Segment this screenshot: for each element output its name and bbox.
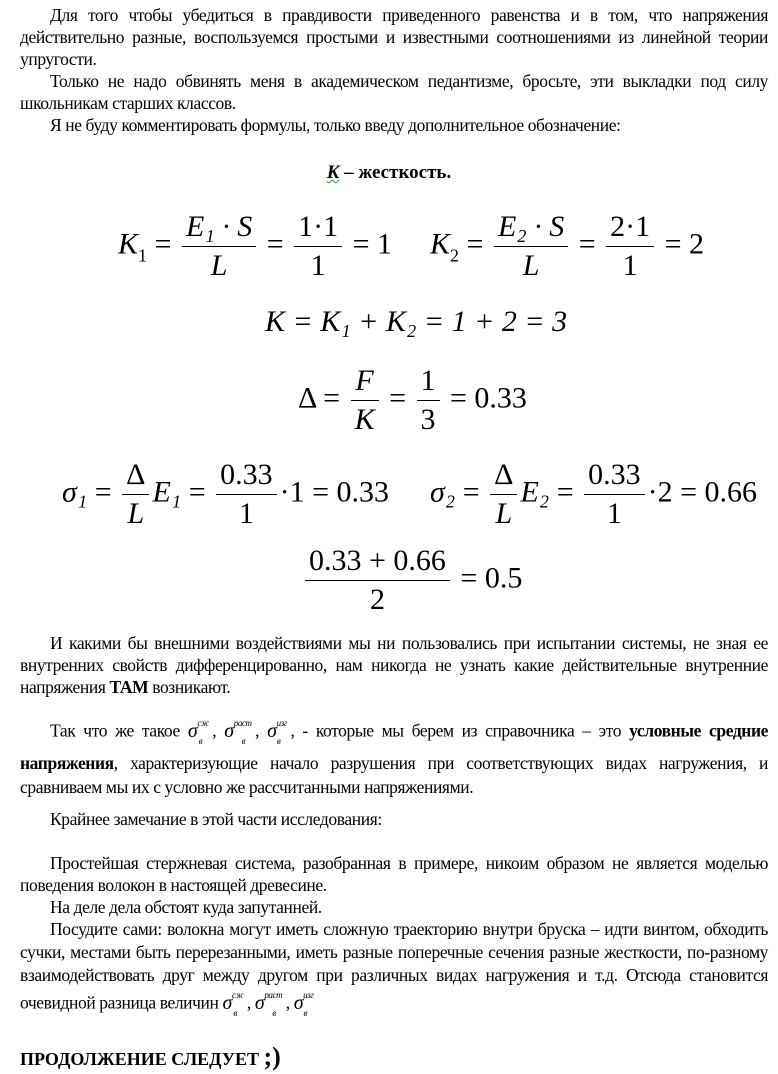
average-num: 0.33 + 0.66 bbox=[305, 542, 450, 581]
paragraph-simple-system: Простейшая стержневая система, разобранная в примере, никоим образом не является моделью поведения волокон в настоящей древесине. bbox=[20, 853, 768, 895]
formula-delta: Δ = $\frac{F}{K}$ = $\frac{1}{3}$ = 0.33 bbox=[298, 362, 527, 439]
sigma1-fraction-1 bbox=[122, 456, 149, 533]
k1-result: 1 bbox=[377, 227, 393, 261]
sigma2-num1: Δ bbox=[490, 456, 517, 495]
sigma1-e: E₁ bbox=[152, 475, 182, 509]
delta-num1: F bbox=[355, 364, 374, 397]
p4-end: возникают. bbox=[152, 677, 231, 697]
sigma-tension-2: $\sigma^{раст}_в$ bbox=[254, 990, 283, 1018]
sigma2-fraction-2 bbox=[584, 456, 645, 533]
delta-fraction-2 bbox=[417, 362, 440, 439]
p5-bold: условные средние напряжения bbox=[20, 720, 769, 773]
delta-result: 0.33 bbox=[474, 381, 527, 415]
smiley: ;) bbox=[263, 1042, 281, 1071]
p4-bold: ТАМ bbox=[109, 677, 149, 697]
k1-den2: 1 bbox=[310, 249, 326, 282]
p5-mid: , - которые мы берем из справочника – это bbox=[290, 720, 622, 741]
continuation-note bbox=[20, 1042, 281, 1072]
sigma2-e: E₂ bbox=[520, 475, 550, 509]
formula-sigma2: σ₂ = $\frac{\Delta}{L}$ E₂ = $\frac{0.33}{1}$ ·2 = 0.66 bbox=[430, 456, 757, 533]
k2-num1: E₂ · S bbox=[497, 210, 565, 243]
paragraph-pedantism: Только не надо обвинять меня в академическом педантизме, бросьте, эти выкладки под силу школьникам старших классов. bbox=[20, 71, 768, 113]
sigma2-den2: 1 bbox=[606, 497, 622, 530]
average-fraction bbox=[305, 542, 450, 619]
average-den: 2 bbox=[369, 583, 385, 616]
delta-fraction-1 bbox=[351, 362, 379, 439]
sigma2-num2: 0.33 bbox=[584, 456, 645, 495]
p4-text: И какими бы внешними воздействиями мы ни пользовались при испытании системы, не зная ее внутренних свойств дифференцированно, нам никогда не узнать какие действительные внутренние напряжения bbox=[20, 633, 768, 697]
sigma-compression: $\sigma^{сж}_в$ bbox=[187, 718, 209, 746]
paragraph-notation: Я не буду комментировать формулы, только введу дополнительное обозначение: bbox=[50, 115, 621, 135]
k1-den1: L bbox=[210, 249, 228, 282]
stiffness-symbol: K bbox=[326, 162, 340, 183]
sigma1-lhs: σ₁ bbox=[62, 475, 88, 509]
paragraph-external-effects bbox=[20, 632, 768, 698]
formula-sigma1: σ₁ = $\frac{\Delta}{L}$ E₁ = $\frac{0.33}{1}$ ·1 = 0.33 bbox=[62, 456, 389, 533]
k1-index: 1 bbox=[138, 245, 148, 266]
sigma1-den2: 1 bbox=[238, 497, 254, 530]
delta-lhs: Δ bbox=[298, 381, 316, 415]
paragraph-conditional-stresses: Так что же такое $\sigma^{сж}_в$ , $\sigma^{раст}_в$ , $\sigma^{изг}_в$ , - которые мы берем из справочника – это условные средние напряжения, характеризующие начало разрушения при соответствующих видах нагружения, и сравниваем мы их с условно же рассчитанными напряжениями. bbox=[20, 718, 769, 797]
k1-fraction-1 bbox=[182, 208, 256, 285]
average-result: 0.5 bbox=[484, 561, 523, 595]
sigma1-fraction-2 bbox=[216, 456, 277, 533]
k2-index: 2 bbox=[450, 245, 460, 266]
k2-lhs: K bbox=[430, 227, 451, 261]
k1-num1: E₁ · S bbox=[185, 210, 253, 243]
sigma1-tail: ·1 = 0.33 bbox=[279, 475, 390, 509]
k1-lhs: K bbox=[118, 227, 139, 261]
k1-fraction-2 bbox=[294, 208, 342, 285]
sigma2-fraction-1 bbox=[490, 456, 517, 533]
sigma2-tail: ·2 = 0.66 bbox=[647, 475, 758, 509]
delta-num2: 1 bbox=[417, 362, 440, 401]
delta-den2: 3 bbox=[420, 403, 436, 436]
paragraph-final-remark: Крайнее замечание в этой части исследования: bbox=[50, 809, 382, 829]
delta-den1: K bbox=[354, 403, 375, 436]
formula-k2: $K_2$ = $\frac{\text{E₂ · S}}{L}$ = $\frac{2\cdot 1}{1}$ = 2 bbox=[430, 208, 704, 285]
paragraph-complicated: На деле дела обстоят куда запутанней. bbox=[50, 897, 322, 917]
k1-num2: 1·1 bbox=[294, 208, 342, 247]
k2-den2: 1 bbox=[622, 249, 638, 282]
paragraph-intro: Для того чтобы убедиться в правдивости приведенного равенства и в том, что напряжения действительно разные, воспользуемся простыми и известными соотношениями из линейной теории упругости. bbox=[20, 5, 768, 69]
k2-num2: 2·1 bbox=[606, 208, 654, 247]
p5-end: , характеризующие начало разрушения при соответствующих видах нагружения, и сравниваем мы их с условно же рассчитанными напряжениями. bbox=[20, 752, 768, 797]
sigma-compression-2: $\sigma^{сж}_в$ bbox=[222, 990, 244, 1018]
sigma-tension: $\sigma^{раст}_в$ bbox=[224, 718, 252, 746]
sigma1-den1: L bbox=[127, 497, 145, 530]
k2-fraction-2 bbox=[606, 208, 654, 285]
formula-average: $\frac{0.33 + 0.66}{2}$ = 0.5 bbox=[302, 542, 522, 619]
paragraph-judge: Посудите сами: волокна могут иметь сложную траекторию внутри бруска – идти винтом, обходить сучки, местами быть перерезанными, иметь разные поперечные сечения разные жесткости, по-разному взаимодействовать друг между другом при различных видах нагружения и т.д. Отсюда становится очевидной разница величин $\sigma^{сж}_в$ , $\sigma^{раст}_в$ , $\sigma^{изг}_в$ bbox=[20, 919, 768, 1018]
formula-k1: $K_1$ = $\frac{\text{E₁ · S}}{L}$ = $\frac{1\cdot 1}{1}$ = 1 bbox=[118, 208, 392, 285]
sigma1-num2: 0.33 bbox=[216, 456, 277, 495]
sigma2-lhs: σ₂ bbox=[430, 475, 456, 509]
sigma-bending: $\sigma^{изг}_в$ bbox=[267, 718, 287, 746]
k2-den1: L bbox=[522, 249, 540, 282]
p9-text: Посудите сами: волокна могут иметь сложную траекторию внутри бруска – идти винтом, обходить сучки, местами быть перерезанными, иметь разные поперечные сечения разные жесткости, по-разному взаимодействовать друг между другом при различных видах нагружения и т.д. Отсюда становится очевидной разница величин bbox=[20, 919, 768, 1013]
sigma-bending-2: $\sigma^{изг}_в$ bbox=[293, 990, 314, 1018]
stiffness-title bbox=[0, 162, 778, 184]
sigma2-den1: L bbox=[495, 497, 513, 530]
sigma1-num1: Δ bbox=[122, 456, 149, 495]
k2-result: 2 bbox=[689, 227, 705, 261]
p5-start: Так что же такое bbox=[50, 720, 180, 741]
formula-k-sum: K = K₁ + K₂ = 1 + 2 = 3 bbox=[265, 305, 568, 338]
continuation-text: ПРОДОЛЖЕНИЕ СЛЕДУЕТ bbox=[20, 1049, 260, 1069]
k2-fraction-1 bbox=[494, 208, 568, 285]
stiffness-label: – жесткость. bbox=[339, 162, 452, 183]
